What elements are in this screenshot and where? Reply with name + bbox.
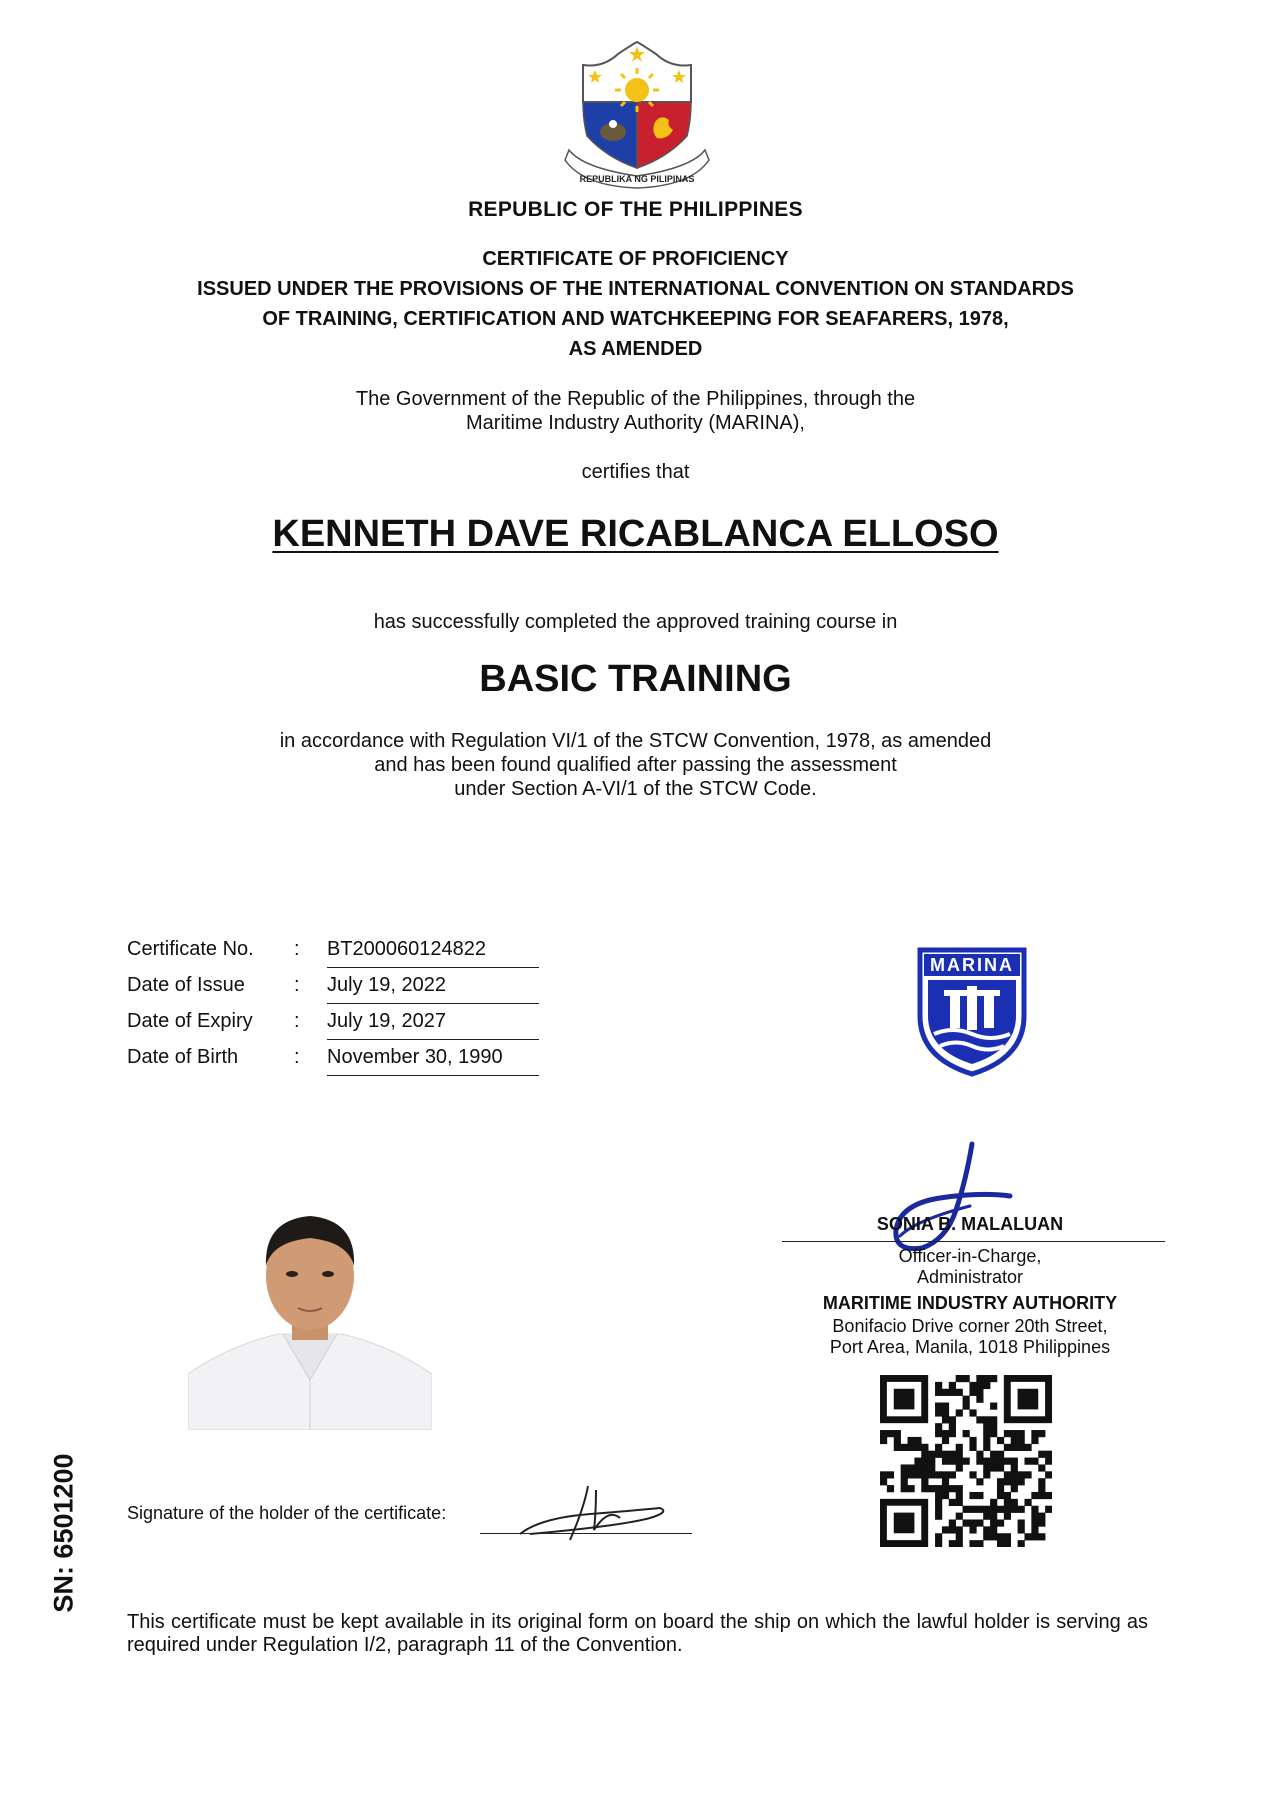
qr-module bbox=[949, 1423, 956, 1430]
qr-module bbox=[1004, 1444, 1011, 1451]
svg-text:REPUBLIKA NG PILIPINAS: REPUBLIKA NG PILIPINAS bbox=[579, 174, 695, 184]
qr-module bbox=[1031, 1533, 1038, 1540]
qr-module bbox=[949, 1430, 956, 1437]
detail-label: Certificate No. bbox=[127, 938, 254, 960]
qr-module bbox=[997, 1464, 1004, 1471]
qr-module bbox=[901, 1478, 908, 1485]
qr-module bbox=[1004, 1471, 1011, 1478]
qr-module bbox=[997, 1437, 1004, 1444]
qr-module bbox=[990, 1423, 997, 1430]
qr-module bbox=[956, 1540, 963, 1547]
authority-address bbox=[760, 1316, 1180, 1358]
qr-module bbox=[963, 1396, 970, 1403]
detail-label: Date of Expiry bbox=[127, 1010, 253, 1032]
qr-module bbox=[1018, 1519, 1025, 1526]
title-line: ISSUED UNDER THE PROVISIONS OF THE INTERNATIONAL CONVENTION ON STANDARDS bbox=[197, 278, 1074, 300]
qr-module bbox=[997, 1451, 1004, 1458]
qr-module bbox=[969, 1492, 976, 1499]
qr-module bbox=[990, 1416, 997, 1423]
qr-module bbox=[949, 1382, 956, 1389]
address-line: Bonifacio Drive corner 20th Street, bbox=[832, 1316, 1108, 1336]
qr-module bbox=[908, 1437, 915, 1444]
qr-module bbox=[894, 1513, 915, 1534]
title-line: AS AMENDED bbox=[568, 338, 703, 360]
qr-module bbox=[1018, 1437, 1025, 1444]
qr-module bbox=[942, 1430, 949, 1437]
qr-module bbox=[1045, 1506, 1052, 1513]
qr-module bbox=[949, 1540, 956, 1547]
qr-module bbox=[983, 1382, 990, 1389]
qr-module bbox=[935, 1444, 942, 1451]
qr-module bbox=[908, 1464, 915, 1471]
detail-label: Date of Issue bbox=[127, 974, 245, 996]
qr-module bbox=[983, 1437, 990, 1444]
accordance-line: and has been found qualified after passing the assessment bbox=[374, 754, 897, 776]
qr-module bbox=[990, 1403, 997, 1410]
title-line: CERTIFICATE OF PROFICIENCY bbox=[482, 248, 789, 270]
detail-underline bbox=[327, 967, 539, 968]
qr-module bbox=[963, 1375, 970, 1382]
qr-module bbox=[1004, 1513, 1011, 1520]
qr-module bbox=[976, 1416, 983, 1423]
qr-module bbox=[908, 1485, 915, 1492]
qr-module bbox=[914, 1437, 921, 1444]
qr-module bbox=[963, 1430, 970, 1437]
qr-module bbox=[990, 1451, 997, 1458]
national-seal-icon bbox=[563, 40, 711, 190]
qr-module bbox=[1011, 1485, 1018, 1492]
qr-module bbox=[990, 1430, 997, 1437]
qr-module bbox=[949, 1416, 956, 1423]
qr-module bbox=[880, 1430, 887, 1437]
qr-module bbox=[997, 1533, 1004, 1540]
qr-module bbox=[1045, 1471, 1052, 1478]
qr-module bbox=[956, 1513, 963, 1520]
qr-module bbox=[914, 1464, 921, 1471]
qr-module bbox=[976, 1540, 983, 1547]
svg-text:MARINA: MARINA bbox=[930, 955, 1014, 975]
qr-module bbox=[1004, 1478, 1011, 1485]
detail-label: Date of Birth bbox=[127, 1046, 239, 1068]
qr-module bbox=[990, 1533, 997, 1540]
qr-module bbox=[949, 1471, 956, 1478]
qr-module bbox=[983, 1458, 990, 1465]
qr-module bbox=[983, 1430, 990, 1437]
qr-module bbox=[956, 1464, 963, 1471]
qr-module bbox=[928, 1451, 935, 1458]
qr-module bbox=[997, 1506, 1004, 1513]
qr-module bbox=[983, 1375, 990, 1382]
accordance-text bbox=[0, 729, 1271, 801]
qr-module bbox=[1045, 1492, 1052, 1499]
qr-module bbox=[983, 1464, 990, 1471]
qr-module bbox=[956, 1389, 963, 1396]
detail-colon: : bbox=[294, 974, 300, 996]
qr-module bbox=[887, 1430, 894, 1437]
qr-module bbox=[997, 1540, 1004, 1547]
qr-module bbox=[1024, 1444, 1031, 1451]
qr-module bbox=[1011, 1471, 1018, 1478]
qr-module bbox=[990, 1464, 997, 1471]
qr-module bbox=[894, 1437, 901, 1444]
detail-colon: : bbox=[294, 1010, 300, 1032]
qr-module bbox=[949, 1451, 956, 1458]
qr-module bbox=[983, 1513, 990, 1520]
qr-module bbox=[942, 1403, 949, 1410]
qr-module bbox=[1038, 1464, 1045, 1471]
detail-value: July 19, 2027 bbox=[327, 1010, 446, 1032]
qr-module bbox=[963, 1403, 970, 1410]
qr-module bbox=[990, 1375, 997, 1382]
qr-module bbox=[894, 1444, 901, 1451]
qr-module bbox=[921, 1464, 928, 1471]
government-intro bbox=[0, 387, 1271, 435]
carry-notice: This certificate must be kept available in its original form on board the ship on which the lawful holder is serving as required under Regulation I/2, paragraph 11 of the Convention. bbox=[127, 1611, 1148, 1656]
qr-module bbox=[1018, 1506, 1025, 1513]
officer-title-line: Officer-in-Charge, bbox=[898, 1246, 1042, 1266]
qr-module bbox=[990, 1526, 997, 1533]
qr-module bbox=[1031, 1519, 1038, 1526]
qr-module bbox=[963, 1506, 970, 1513]
holder-photo bbox=[188, 1196, 432, 1430]
qr-module bbox=[956, 1499, 963, 1506]
qr-module bbox=[1038, 1430, 1045, 1437]
qr-module bbox=[1004, 1458, 1011, 1465]
qr-module bbox=[894, 1389, 915, 1410]
qr-module bbox=[983, 1423, 990, 1430]
qr-module bbox=[942, 1478, 949, 1485]
qr-module bbox=[1004, 1430, 1011, 1437]
qr-module bbox=[880, 1437, 887, 1444]
qr-module bbox=[887, 1485, 894, 1492]
qr-module bbox=[983, 1506, 990, 1513]
intro-line: Maritime Industry Authority (MARINA), bbox=[466, 412, 805, 434]
holder-name bbox=[0, 513, 1271, 556]
qr-module bbox=[949, 1485, 956, 1492]
detail-value: November 30, 1990 bbox=[327, 1046, 503, 1068]
qr-module bbox=[935, 1540, 942, 1547]
qr-module bbox=[976, 1382, 983, 1389]
qr-module bbox=[921, 1471, 928, 1478]
qr-module bbox=[956, 1444, 963, 1451]
qr-module bbox=[1024, 1458, 1031, 1465]
qr-module bbox=[1038, 1451, 1045, 1458]
qr-module bbox=[976, 1492, 983, 1499]
detail-colon: : bbox=[294, 1046, 300, 1068]
marina-logo-icon bbox=[916, 946, 1028, 1078]
qr-module bbox=[1024, 1499, 1031, 1506]
qr-module bbox=[1031, 1526, 1038, 1533]
qr-module bbox=[976, 1519, 983, 1526]
detail-underline bbox=[327, 1039, 539, 1040]
qr-module bbox=[1038, 1519, 1045, 1526]
qr-module bbox=[976, 1506, 983, 1513]
qr-module bbox=[976, 1451, 983, 1458]
intro-line: The Government of the Republic of the Philippines, through the bbox=[355, 388, 916, 410]
holder-signature-line bbox=[480, 1533, 692, 1534]
qr-module bbox=[942, 1485, 949, 1492]
officer-name: SONIA B. MALALUAN bbox=[876, 1214, 1064, 1234]
qr-module bbox=[1011, 1430, 1018, 1437]
qr-module bbox=[921, 1444, 928, 1451]
qr-module bbox=[921, 1485, 928, 1492]
qr-module bbox=[1018, 1526, 1025, 1533]
qr-module bbox=[1011, 1478, 1018, 1485]
certificate-title bbox=[0, 244, 1271, 364]
qr-module bbox=[997, 1519, 1004, 1526]
qr-module bbox=[942, 1409, 949, 1416]
qr-module bbox=[1031, 1437, 1038, 1444]
qr-module bbox=[969, 1526, 976, 1533]
qr-module bbox=[1038, 1533, 1045, 1540]
holder-name-text: KENNETH DAVE RICABLANCA ELLOSO bbox=[272, 513, 999, 555]
qr-module bbox=[990, 1506, 997, 1513]
qr-module bbox=[887, 1471, 894, 1478]
qr-module bbox=[969, 1540, 976, 1547]
qr-module bbox=[921, 1451, 928, 1458]
qr-module bbox=[935, 1471, 942, 1478]
detail-value: BT200060124822 bbox=[327, 938, 487, 960]
detail-colon: : bbox=[294, 938, 300, 960]
detail-underline bbox=[327, 1075, 539, 1076]
country-heading: REPUBLIC OF THE PHILIPPINES bbox=[468, 198, 803, 221]
course-title: BASIC TRAINING bbox=[479, 658, 792, 700]
qr-module bbox=[880, 1478, 887, 1485]
officer-signature-line bbox=[782, 1241, 1165, 1242]
qr-module bbox=[963, 1519, 970, 1526]
accordance-line: under Section A-VI/1 of the STCW Code. bbox=[454, 778, 817, 800]
qr-module bbox=[956, 1533, 963, 1540]
qr-module bbox=[976, 1478, 983, 1485]
qr-module bbox=[1018, 1478, 1025, 1485]
qr-module bbox=[1045, 1458, 1052, 1465]
qr-module bbox=[1018, 1540, 1025, 1547]
qr-module bbox=[969, 1437, 976, 1444]
accordance-line: in accordance with Regulation VI/1 of the STCW Convention, 1978, as amended bbox=[279, 730, 992, 752]
qr-module bbox=[1004, 1506, 1011, 1513]
qr-module bbox=[942, 1416, 949, 1423]
qr-module bbox=[1038, 1492, 1045, 1499]
qr-module bbox=[935, 1451, 942, 1458]
qr-module bbox=[956, 1485, 963, 1492]
detail-value: July 19, 2022 bbox=[327, 974, 446, 996]
qr-module bbox=[935, 1430, 942, 1437]
qr-module bbox=[983, 1444, 990, 1451]
qr-module bbox=[976, 1458, 983, 1465]
qr-module bbox=[942, 1389, 949, 1396]
officer-title bbox=[780, 1246, 1160, 1288]
qr-module bbox=[1031, 1492, 1038, 1499]
qr-module bbox=[997, 1485, 1004, 1492]
qr-module bbox=[969, 1444, 976, 1451]
qr-module bbox=[921, 1458, 928, 1465]
qr-module bbox=[935, 1382, 942, 1389]
serial-number: SN: 6501200 bbox=[48, 1453, 79, 1613]
qr-module bbox=[935, 1409, 942, 1416]
qr-module bbox=[983, 1533, 990, 1540]
qr-module bbox=[1018, 1430, 1025, 1437]
qr-module bbox=[935, 1506, 942, 1513]
qr-module bbox=[956, 1492, 963, 1499]
qr-module bbox=[1018, 1444, 1025, 1451]
qr-module bbox=[956, 1458, 963, 1465]
qr-module bbox=[997, 1458, 1004, 1465]
qr-module bbox=[949, 1389, 956, 1396]
qr-module bbox=[1011, 1506, 1018, 1513]
qr-module bbox=[983, 1526, 990, 1533]
qr-module bbox=[1004, 1540, 1011, 1547]
qr-module bbox=[969, 1519, 976, 1526]
qr-module bbox=[935, 1492, 942, 1499]
qr-module bbox=[976, 1389, 983, 1396]
qr-module bbox=[969, 1506, 976, 1513]
address-line: Port Area, Manila, 1018 Philippines bbox=[829, 1337, 1111, 1357]
qr-module bbox=[901, 1485, 908, 1492]
qr-module bbox=[928, 1485, 935, 1492]
holder-signature-label: Signature of the holder of the certificate: bbox=[127, 1503, 447, 1523]
qr-module bbox=[1024, 1471, 1031, 1478]
qr-module bbox=[969, 1389, 976, 1396]
qr-module bbox=[1011, 1499, 1018, 1506]
qr-module bbox=[942, 1458, 949, 1465]
qr-module bbox=[942, 1437, 949, 1444]
qr-module bbox=[942, 1492, 949, 1499]
qr-module bbox=[928, 1464, 935, 1471]
qr-module bbox=[1004, 1492, 1011, 1499]
qr-module bbox=[990, 1513, 997, 1520]
qr-module bbox=[983, 1471, 990, 1478]
qr-module bbox=[908, 1471, 915, 1478]
title-line: OF TRAINING, CERTIFICATION AND WATCHKEEPING FOR SEAFARERS, 1978, bbox=[262, 308, 1009, 330]
qr-module bbox=[963, 1458, 970, 1465]
qr-module bbox=[894, 1430, 901, 1437]
qr-module bbox=[990, 1519, 997, 1526]
qr-module bbox=[969, 1471, 976, 1478]
holder-signature bbox=[500, 1478, 680, 1544]
qr-module bbox=[949, 1458, 956, 1465]
qr-module bbox=[1031, 1458, 1038, 1465]
qr-module bbox=[949, 1499, 956, 1506]
qr-module bbox=[901, 1444, 908, 1451]
qr-module bbox=[1011, 1458, 1018, 1465]
qr-module bbox=[976, 1375, 983, 1382]
qr-module bbox=[969, 1409, 976, 1416]
qr-module bbox=[928, 1458, 935, 1465]
qr-module bbox=[1011, 1464, 1018, 1471]
qr-module bbox=[990, 1458, 997, 1465]
qr-module bbox=[1038, 1478, 1045, 1485]
qr-module bbox=[914, 1444, 921, 1451]
qr-module bbox=[1031, 1430, 1038, 1437]
qr-module bbox=[942, 1526, 949, 1533]
qr-module bbox=[997, 1492, 1004, 1499]
qr-module bbox=[935, 1403, 942, 1410]
qr-module bbox=[1004, 1499, 1011, 1506]
qr-module bbox=[990, 1499, 997, 1506]
qr-module bbox=[901, 1471, 908, 1478]
qr-module bbox=[1038, 1513, 1045, 1520]
qr-module bbox=[1038, 1485, 1045, 1492]
qr-module bbox=[1011, 1444, 1018, 1451]
qr-code bbox=[880, 1375, 1052, 1547]
qr-module bbox=[935, 1485, 942, 1492]
qr-module bbox=[935, 1499, 942, 1506]
qr-module bbox=[935, 1423, 942, 1430]
qr-module bbox=[928, 1471, 935, 1478]
qr-module bbox=[997, 1478, 1004, 1485]
qr-module bbox=[1045, 1451, 1052, 1458]
qr-module bbox=[1011, 1437, 1018, 1444]
qr-module bbox=[956, 1526, 963, 1533]
qr-module bbox=[942, 1451, 949, 1458]
qr-module bbox=[1018, 1389, 1039, 1410]
certifies-text: certifies that bbox=[581, 461, 690, 483]
completion-text: has successfully completed the approved training course in bbox=[373, 611, 898, 633]
qr-module bbox=[949, 1526, 956, 1533]
qr-module bbox=[880, 1471, 887, 1478]
qr-module bbox=[901, 1464, 908, 1471]
qr-module bbox=[935, 1533, 942, 1540]
qr-module bbox=[935, 1389, 942, 1396]
officer-title-line: Administrator bbox=[916, 1267, 1024, 1287]
qr-module bbox=[935, 1513, 942, 1520]
qr-module bbox=[956, 1451, 963, 1458]
authority-name: MARITIME INDUSTRY AUTHORITY bbox=[822, 1293, 1118, 1313]
qr-module bbox=[969, 1382, 976, 1389]
qr-module bbox=[1031, 1506, 1038, 1513]
qr-module bbox=[914, 1471, 921, 1478]
qr-module bbox=[983, 1416, 990, 1423]
qr-module bbox=[1004, 1533, 1011, 1540]
qr-module bbox=[914, 1458, 921, 1465]
qr-module bbox=[956, 1409, 963, 1416]
qr-module bbox=[942, 1471, 949, 1478]
qr-module bbox=[976, 1396, 983, 1403]
qr-module bbox=[1018, 1471, 1025, 1478]
qr-module bbox=[1031, 1513, 1038, 1520]
detail-underline bbox=[327, 1003, 539, 1004]
qr-module bbox=[921, 1478, 928, 1485]
qr-module bbox=[1024, 1533, 1031, 1540]
qr-module bbox=[949, 1519, 956, 1526]
qr-module bbox=[956, 1375, 963, 1382]
qr-module bbox=[908, 1444, 915, 1451]
